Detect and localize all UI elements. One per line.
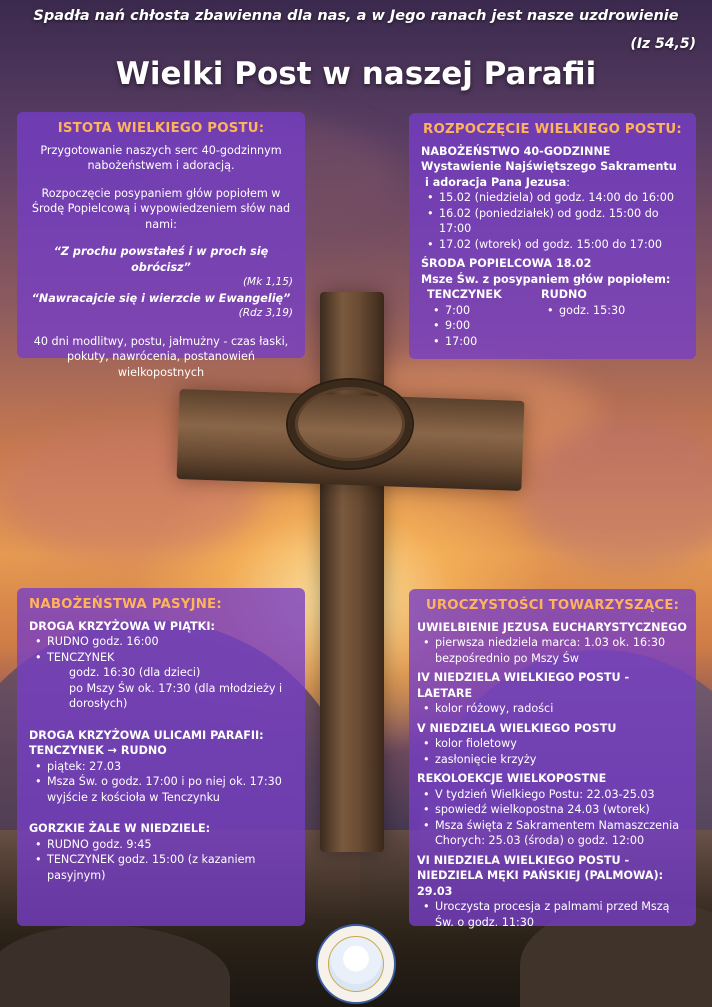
istota-paragraph-3: 40 dni modlitwy, postu, jałmużny - czas łaski, pokuty, nawrócenia, postanowień wielkopostnych bbox=[33, 334, 289, 379]
pasyjne-s1: DROGA KRZYŻOWA W PIĄTKI: bbox=[29, 619, 215, 633]
list-item: • kolor fioletowy bbox=[417, 736, 688, 752]
uroczystosci-s3: V NIEDZIELA WIELKIEGO POSTU bbox=[417, 721, 617, 735]
panel-rozpoczecie-heading: ROZPOCZĘCIE WIELKIEGO POSTU: bbox=[423, 122, 682, 137]
list-item: • kolor różowy, radości bbox=[417, 701, 688, 717]
rudno-times bbox=[541, 303, 631, 319]
pasyjne-s3-list bbox=[29, 837, 293, 884]
list-item: • V tydzień Wielkiego Postu: 22.03-25.03 bbox=[417, 787, 688, 803]
col-tenczynek-title: TENCZYNEK bbox=[427, 288, 502, 301]
panel-uroczystosci bbox=[409, 589, 696, 929]
istota-quote-2: “Nawracajcie się i wierzcie w Ewangelię” bbox=[31, 291, 291, 305]
rozpoczecie-sub1b: Wystawienie Najświętszego Sakramentu bbox=[421, 160, 677, 173]
istota-quote-1: “Z prochu powstałeś i w proch się obrócisz” bbox=[53, 245, 269, 274]
parish-logo bbox=[316, 924, 396, 1004]
uroczystosci-s2: IV NIEDZIELA WIELKIEGO POSTU - LAETARE bbox=[417, 671, 630, 700]
tenczynek-times bbox=[427, 303, 517, 350]
istota-paragraph-2: Rozpoczęcie posypaniem głów popiołem w Środę Popielcową i wypowiedzeniem słów nad nami: bbox=[31, 186, 291, 231]
header-quote: Spadła nań chłosta zbawienna dla nas, a w Jego ranach jest nasze uzdrowienie bbox=[33, 8, 679, 24]
list-item: • Msza Św. o godz. 17:00 i po niej ok. 17:30 wyjście z kościoła w Tenczynku bbox=[29, 774, 293, 805]
istota-quote-2-ref: (Rdz 3,19) bbox=[238, 307, 293, 319]
list-item: • TENCZYNEK bbox=[29, 650, 293, 666]
list-item: • 7:00 bbox=[427, 303, 517, 319]
uroczystosci-s1-list bbox=[417, 635, 688, 666]
panel-istota bbox=[17, 112, 305, 379]
pasyjne-s3: GORZKIE ŻALE W NIEDZIELE: bbox=[29, 822, 211, 835]
rozpoczecie-sub1: NABOŻEŃSTWO 40-GODZINNE bbox=[421, 144, 611, 158]
cross-vertical-beam bbox=[320, 292, 384, 852]
pasyjne-s2b: TENCZYNEK → RUDNO bbox=[29, 744, 167, 757]
pasyjne-s2-list bbox=[29, 759, 293, 806]
header-quote-ref: (Iz 54,5) bbox=[630, 36, 696, 52]
pasyjne-s2: DROGA KRZYŻOWA ULICAMI PARAFII: bbox=[29, 728, 264, 742]
rozpoczecie-sub1c-colon: : bbox=[566, 175, 571, 189]
rozpoczecie-sub1c: i adoracja Pana Jezusa bbox=[425, 175, 567, 189]
adoration-list bbox=[421, 190, 684, 252]
list-item: • RUDNO godz. 16:00 bbox=[29, 634, 293, 650]
list-item: • 16.02 (poniedziałek) od godz. 15:00 do 17:00 bbox=[421, 206, 684, 237]
pasyjne-s1-list bbox=[29, 634, 293, 665]
uroczystosci-s5: VI NIEDZIELA WIELKIEGO POSTU - NIEDZIELA MĘKI PAŃSKIEJ (PALMOWA): 29.03 bbox=[417, 853, 664, 898]
uroczystosci-s3-list bbox=[417, 736, 688, 767]
uroczystosci-s4: REKOLOEKCJE WIELKOPOSTNE bbox=[417, 772, 607, 785]
rozpoczecie-sub2b: Msze Św. z posypaniem głów popiołem: bbox=[421, 272, 671, 286]
list-item: • 15.02 (niedziela) od godz. 14:00 do 16:00 bbox=[421, 190, 684, 206]
list-item: • TENCZYNEK godz. 15:00 (z kazaniem pasyjnym) bbox=[29, 852, 293, 883]
parish-logo-emblem-icon bbox=[328, 936, 384, 992]
uroczystosci-s1: UWIELBIENIE JEZUSA EUCHARYSTYCZNEGO bbox=[417, 620, 687, 634]
list-item: • 9:00 bbox=[427, 318, 517, 334]
list-item: • RUDNO godz. 9:45 bbox=[29, 837, 293, 853]
list-item: • pierwsza niedziela marca: 1.03 ok. 16:30 bezpośrednio po Mszy Św bbox=[417, 635, 688, 666]
panel-uroczystosci-heading: UROCZYSTOŚCI TOWARZYSZĄCE: bbox=[425, 598, 680, 613]
list-item: • 17.02 (wtorek) od godz. 15:00 do 17:00 bbox=[421, 237, 684, 253]
col-rudno-title: RUDNO bbox=[541, 288, 587, 301]
list-item: • 17:00 bbox=[427, 334, 517, 350]
panel-pasyjne-heading: NABOŻEŃSTWA PASYJNE: bbox=[29, 597, 222, 612]
rozpoczecie-sub2: ŚRODA POPIELCOWA 18.02 bbox=[421, 257, 592, 270]
list-item: • zasłonięcie krzyży bbox=[417, 752, 688, 768]
list-item: • piątek: 27.03 bbox=[29, 759, 293, 775]
pasyjne-s1-sub1: godz. 16:30 (dla dzieci) bbox=[69, 666, 201, 679]
list-item: • godz. 15:30 bbox=[541, 303, 631, 319]
pasyjne-s1-sub2: po Mszy Św ok. 17:30 (dla młodzieży i dorosłych) bbox=[69, 681, 283, 710]
list-item: • spowiedź wielkopostna 24.03 (wtorek) bbox=[417, 802, 688, 818]
list-item: • Msza święta z Sakramentem Namaszczenia Chorych: 25.03 (środa) o godz. 12:00 bbox=[417, 818, 688, 849]
panel-pasyjne bbox=[17, 588, 305, 926]
istota-paragraph-1: Przygotowanie naszych serc 40-godzinnym nabożeństwem i adoracją. bbox=[40, 143, 282, 172]
uroczystosci-s2-list bbox=[417, 701, 688, 717]
uroczystosci-s4-list bbox=[417, 787, 688, 849]
list-item: • Uroczysta procesja z palmami przed Mszą Św. o godz. 11:30 bbox=[417, 899, 688, 930]
panel-rozpoczecie bbox=[409, 113, 696, 359]
page-title: Wielki Post w naszej Parafii bbox=[115, 56, 597, 92]
istota-quote-1-ref: (Mk 1,15) bbox=[242, 276, 293, 288]
crown-of-thorns-icon bbox=[288, 380, 412, 468]
uroczystosci-s5-list bbox=[417, 899, 688, 930]
panel-istota-heading: ISTOTA WIELKIEGO POSTU: bbox=[57, 121, 265, 136]
